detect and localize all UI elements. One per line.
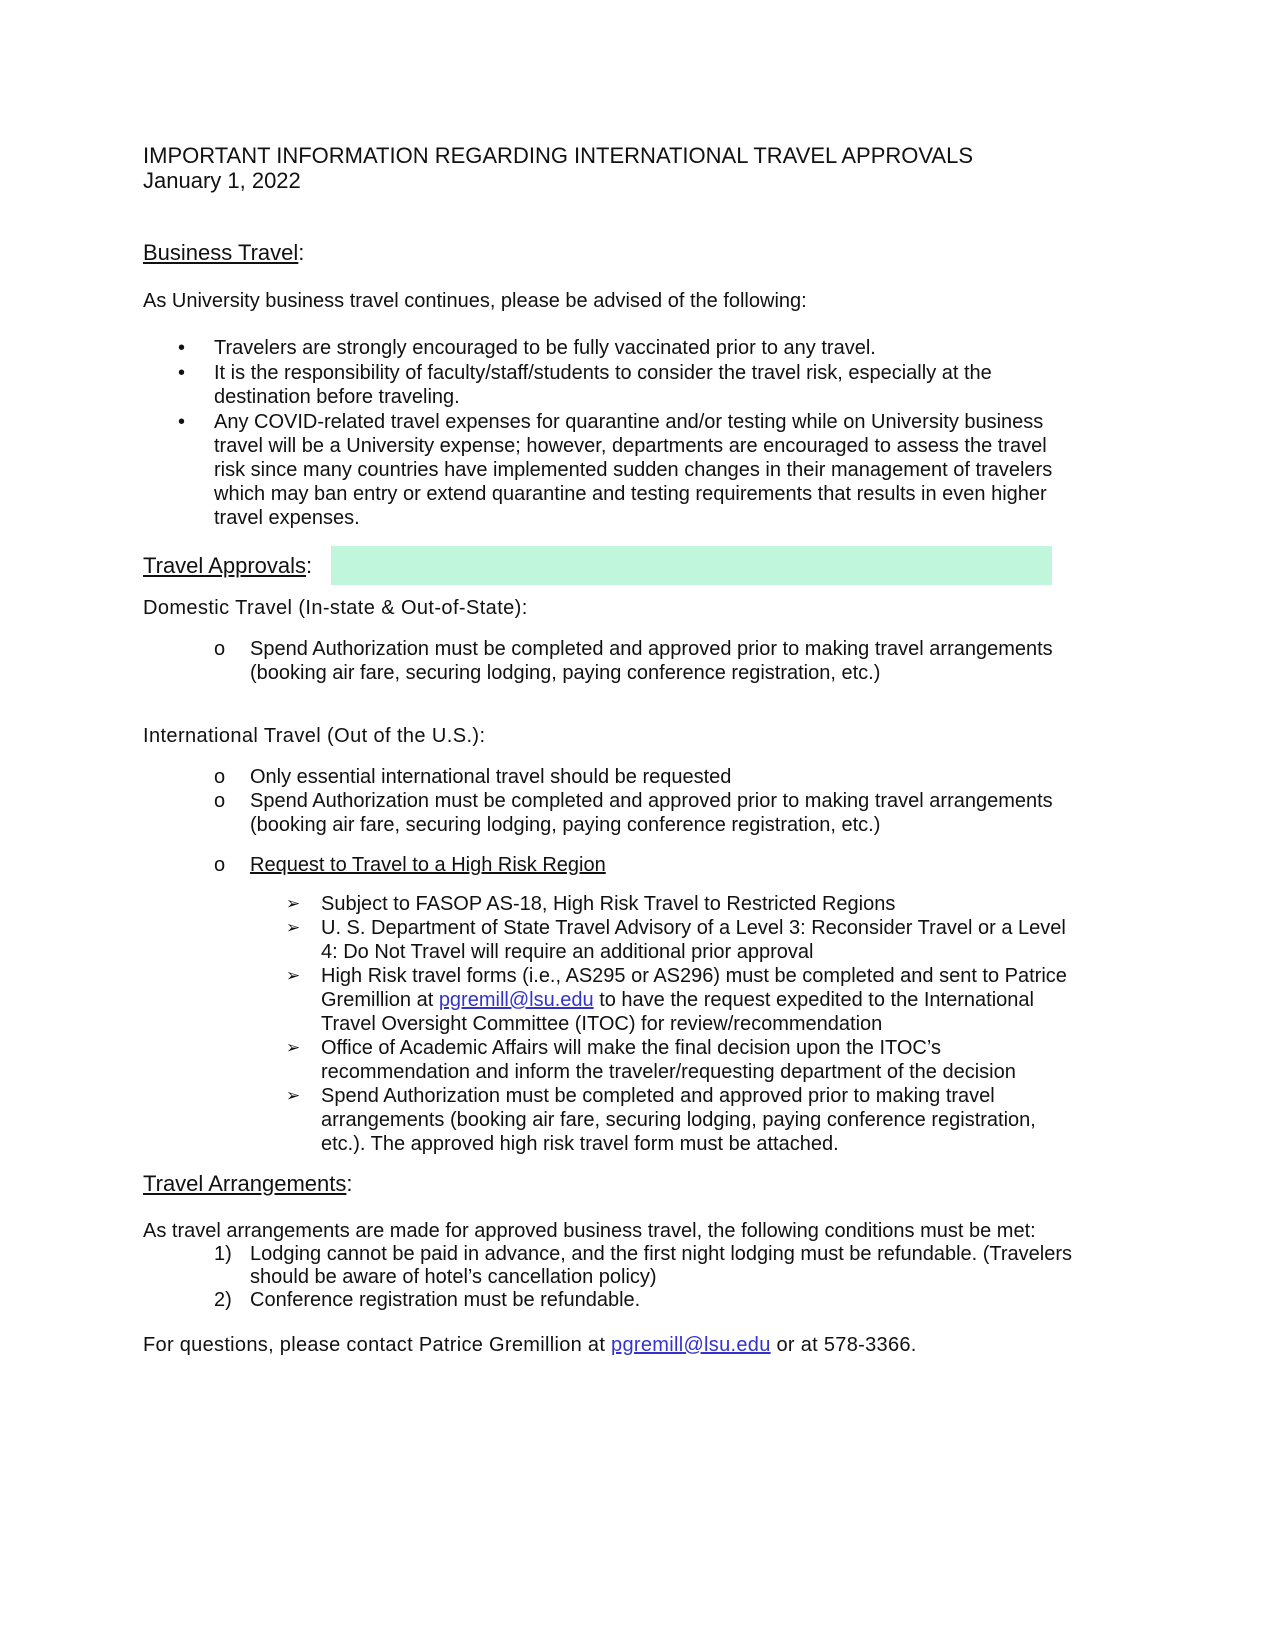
- list-item-continued: Travel Oversight Committee (ITOC) for review/recommendation: [321, 1013, 883, 1035]
- list-item: Lodging cannot be paid in advance, and the first night lodging must be refundable. (Travelers: [250, 1243, 1073, 1265]
- page-date: January 1, 2022: [143, 168, 301, 193]
- highlight-band: [331, 546, 1052, 585]
- list-number: 2): [214, 1289, 232, 1311]
- list-item-continued: (booking air fare, securing lodging, paying conference registration, etc.): [250, 662, 881, 684]
- circle-marker: o: [214, 790, 226, 812]
- arrow-bullet-icon: ➢: [286, 1038, 301, 1057]
- list-item: Spend Authorization must be completed and approved prior to making travel arrangements: [250, 790, 1053, 812]
- list-item-continued: risk since many countries have implemented sudden changes in their management of travelers: [214, 459, 1053, 481]
- list-item: Subject to FASOP AS-18, High Risk Travel to Restricted Regions: [321, 893, 896, 915]
- list-item: Spend Authorization must be completed and approved prior to making travel arrangements: [250, 638, 1053, 660]
- page-title: IMPORTANT INFORMATION REGARDING INTERNATIONAL TRAVEL APPROVALS: [143, 143, 974, 168]
- list-item: It is the responsibility of faculty/staff/students to consider the travel risk, especially at the: [214, 362, 992, 384]
- high-risk-request-label: Request to Travel to a High Risk Region: [250, 854, 606, 876]
- domestic-travel-heading: Domestic Travel (In-state & Out-of-State):: [143, 597, 528, 619]
- list-item: Conference registration must be refundable.: [250, 1289, 641, 1311]
- list-item-continued: should be aware of hotel’s cancellation policy): [250, 1266, 657, 1288]
- travel-approvals-heading: Travel Approvals:: [143, 553, 313, 578]
- email-link[interactable]: pgremill@lsu.edu: [438, 989, 594, 1011]
- list-number: 1): [214, 1243, 232, 1265]
- bullet-marker: •: [178, 411, 186, 433]
- contact-line: For questions, please contact Patrice Gremillion at pgremill@lsu.edu or at 578-3366.: [143, 1334, 917, 1356]
- list-item-continued: destination before traveling.: [214, 386, 460, 408]
- list-item: Office of Academic Affairs will make the final decision upon the ITOC’s: [321, 1037, 941, 1059]
- list-item: Spend Authorization must be completed and approved prior to making travel: [321, 1085, 995, 1107]
- arrow-bullet-icon: ➢: [286, 966, 301, 985]
- list-item-continued: travel will be a University expense; however, departments are encouraged to assess the travel: [214, 435, 1047, 457]
- list-item-continued: travel expenses.: [214, 507, 360, 529]
- list-item: Any COVID-related travel expenses for quarantine and/or testing while on University business: [214, 411, 1044, 433]
- list-item-continued: which may ban entry or extend quarantine and testing requirements that results in even higher: [214, 483, 1047, 505]
- list-item-continued: (booking air fare, securing lodging, paying conference registration, etc.): [250, 814, 881, 836]
- arrow-bullet-icon: ➢: [286, 918, 301, 937]
- contact-email-link[interactable]: pgremill@lsu.edu: [611, 1334, 771, 1356]
- list-item: High Risk travel forms (i.e., AS295 or AS296) must be completed and sent to Patrice: [321, 965, 1067, 987]
- business-travel-heading: Business Travel:: [143, 240, 305, 265]
- travel-arrangements-intro: As travel arrangements are made for approved business travel, the following conditions must be met:: [143, 1220, 1036, 1242]
- list-item: U. S. Department of State Travel Advisory of a Level 3: Reconsider Travel or a Level: [321, 917, 1066, 939]
- arrow-bullet-icon: ➢: [286, 1086, 301, 1105]
- bullet-marker: •: [178, 362, 186, 384]
- list-item-continued: etc.). The approved high risk travel form must be attached.: [321, 1133, 839, 1155]
- list-item-continued: Gremillion at pgremill@lsu.edu to have the request expedited to the International: [321, 989, 1034, 1011]
- list-item: Only essential international travel should be requested: [250, 766, 732, 788]
- bullet-marker: •: [178, 337, 186, 359]
- circle-marker: o: [214, 854, 226, 876]
- list-item: Travelers are strongly encouraged to be fully vaccinated prior to any travel.: [214, 337, 876, 359]
- arrow-bullet-icon: ➢: [286, 894, 301, 913]
- list-item-continued: 4: Do Not Travel will require an additional prior approval: [321, 941, 814, 963]
- travel-arrangements-heading: Travel Arrangements:: [143, 1171, 353, 1196]
- circle-marker: o: [214, 638, 226, 660]
- list-item-continued: arrangements (booking air fare, securing lodging, paying conference registration,: [321, 1109, 1036, 1131]
- international-travel-heading: International Travel (Out of the U.S.):: [143, 725, 486, 747]
- circle-marker: o: [214, 766, 226, 788]
- list-item-continued: recommendation and inform the traveler/requesting department of the decision: [321, 1061, 1016, 1083]
- business-travel-intro: As University business travel continues, please be advised of the following:: [143, 290, 807, 312]
